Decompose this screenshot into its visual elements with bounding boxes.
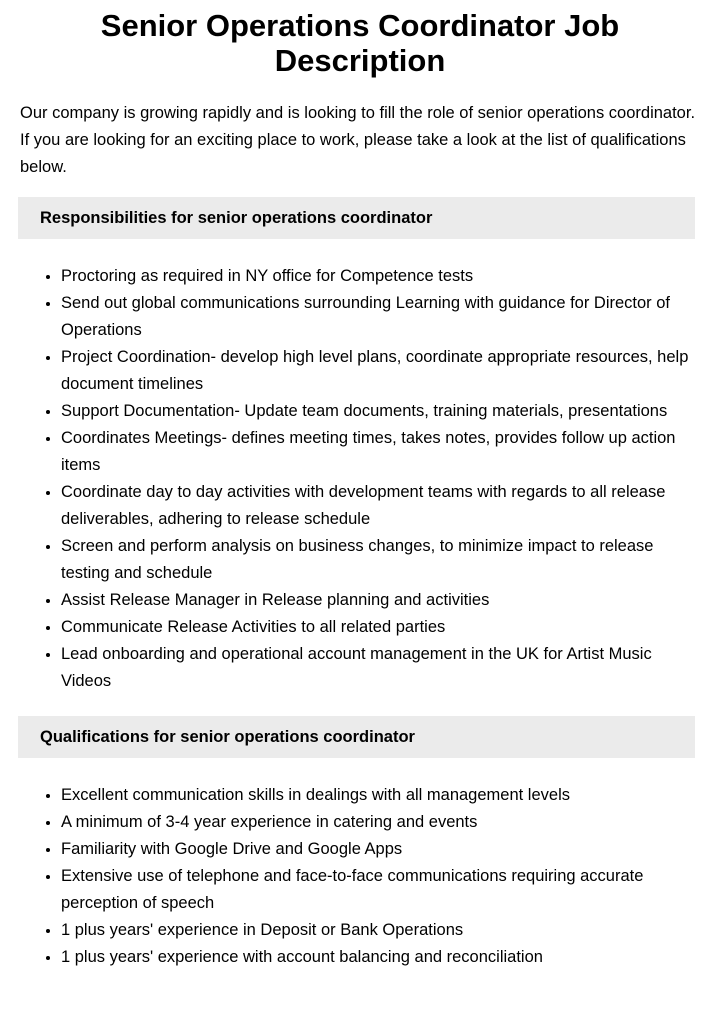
list-item: • Lead onboarding and operational account management in the UK for Artist Music Videos <box>61 641 690 695</box>
section-header-qualifications-label: Qualifications for senior operations coordinator <box>40 727 415 746</box>
list-item: • Coordinate day to day activities with development teams with regards to all release deliverables, adhering to release schedule <box>61 479 690 533</box>
list-item: • Coordinates Meetings- defines meeting times, takes notes, provides follow up action items <box>61 425 690 479</box>
list-item: • Excellent communication skills in dealings with all management levels <box>61 782 690 809</box>
list-item: • Familiarity with Google Drive and Google Apps <box>61 836 690 863</box>
section-header-responsibilities <box>18 197 695 239</box>
list-item: • Communicate Release Activities to all related parties <box>61 614 690 641</box>
list-item: • Proctoring as required in NY office for Competence tests <box>61 263 690 290</box>
list-item: • Send out global communications surrounding Learning with guidance for Director of Operations <box>61 290 690 344</box>
list-item: • A minimum of 3-4 year experience in catering and events <box>61 809 690 836</box>
list-item: • Support Documentation- Update team documents, training materials, presentations <box>61 398 690 425</box>
section-header-qualifications <box>18 716 695 758</box>
list-item: • Extensive use of telephone and face-to-face communications requiring accurate perception of speech <box>61 863 690 917</box>
qualifications-list <box>0 782 690 971</box>
list-item: • 1 plus years' experience with account balancing and reconciliation <box>61 944 690 971</box>
list-item: • Assist Release Manager in Release planning and activities <box>61 587 690 614</box>
intro-paragraph: Our company is growing rapidly and is looking to fill the role of senior operations coordinator. If you are looking for an exciting place to work, please take a look at the list of qualifications below. <box>20 104 696 176</box>
page-title: Senior Operations Coordinator Job Description <box>100 8 620 78</box>
list-item: • Project Coordination- develop high level plans, coordinate appropriate resources, help document timelines <box>61 344 690 398</box>
list-item: • Screen and perform analysis on business changes, to minimize impact to release testing and schedule <box>61 533 690 587</box>
responsibilities-list <box>0 263 690 695</box>
section-header-responsibilities-label: Responsibilities for senior operations coordinator <box>40 208 433 227</box>
job-description-document <box>0 8 720 1022</box>
list-item: • 1 plus years' experience in Deposit or Bank Operations <box>61 917 690 944</box>
